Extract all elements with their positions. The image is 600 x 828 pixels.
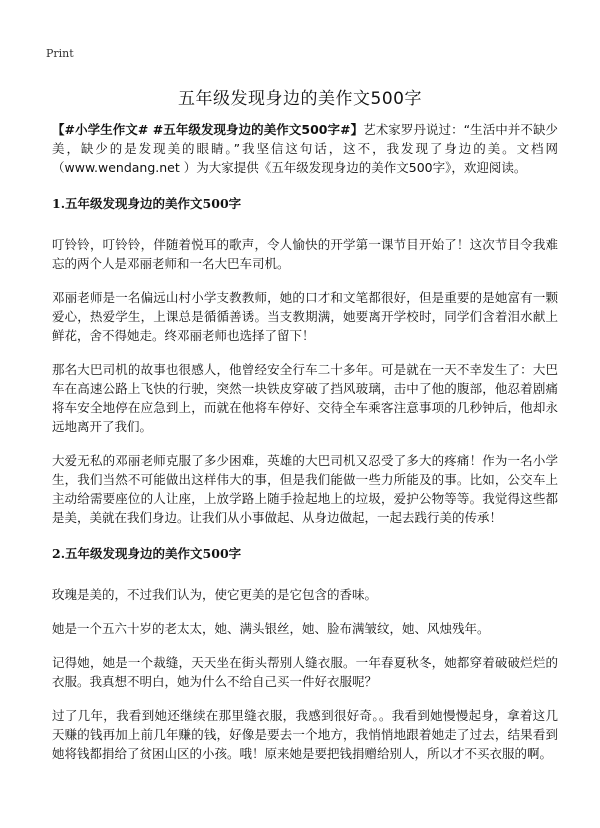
page-title: 五年级发现身边的美作文500字 — [178, 89, 422, 109]
section-2-paragraph-1: 玫瑰是美的，不过我们认为，使它更美的是它包含的香味。 — [52, 587, 378, 602]
section-heading-2: 2.五年级发现身边的美作文500字 — [52, 546, 242, 561]
section-2-paragraph-2: 她是一个五六十岁的老太太，她、满头银丝，她、脸布满皱纹，她、风烛残年。 — [52, 621, 490, 636]
article-body — [52, 120, 558, 778]
intro-text: 艺术家罗丹说过：“生活中并不缺少美，缺少的是发现美的眼睛。”我坚信这句话，这不，我发现了身边的美。文档网（www.wendang.net ）为大家提供《五年级发现身边的美作文500字》，欢迎阅读。 — [52, 122, 558, 175]
print-link[interactable]: Print — [46, 47, 74, 60]
intro-paragraph — [52, 120, 558, 177]
section-1-paragraph-2: 邓丽老师是一名偏远山村小学支教教师，她的口才和文笔都很好，但是重要的是她富有一颗爱心，热爱学生，上课总是循循善诱。当支教期满，她要离开学校时，同学们含着泪水献上鲜花，舍不得她走。终邓丽老师也选择了留下！ — [52, 290, 558, 343]
intro-tag: 【#小学生作文# #五年级发现身边的美作文500字#】 — [52, 122, 364, 137]
section-2-paragraph-3: 记得她，她是一个裁缝，天天坐在街头帮别人缝衣服。一年春夏秋冬，她都穿着破破烂烂的衣服。我真想不明白，她为什么不给自己买一件好衣服呢？ — [52, 655, 558, 689]
section-1-paragraph-1: 叮铃铃，叮铃铃，伴随着悦耳的歌声，令人愉快的开学第一课节目开始了！这次节目令我难忘的两个人是邓丽老师和一名大巴车司机。 — [52, 237, 558, 271]
section-2-paragraph-4: 过了几年，我看到她还继续在那里缝衣服，我感到很好奇。。我看到她慢慢起身，拿着这几天赚的钱再加上前几年赚的钱，好像是要去一个地方，我悄悄地跟着她走了过去，结果看到她将钱都捐给了贫困山区的小孩。哦！原来她是要把钱捐赠给别人，所以才不买衣服的啊。 — [52, 708, 558, 761]
section-heading-1: 1.五年级发现身边的美作文500字 — [52, 196, 242, 211]
section-1-paragraph-3: 那名大巴司机的故事也很感人，他曾经安全行车二十多年。可是就在一天不幸发生了：大巴车在高速公路上飞快的行驶，突然一块铁皮穿破了挡风玻璃，击中了他的腹部，他忍着剧痛将车安全地停在应急到上，而就在他将车停好、交待全车乘客注意事项的几秒钟后，他却永远地离开了我们。 — [52, 362, 558, 434]
section-1-paragraph-4: 大爱无私的邓丽老师克服了多少困难，英雄的大巴司机又忍受了多大的疼痛！作为一名小学生，我们当然不可能做出这样伟大的事，但是我们能做一些力所能及的事。比如，公交车上主动给需要座位的人让座，上放学路上随手捡起地上的垃圾，爱护公物等等。我觉得这些都是美，美就在我们身边。让我们从小事做起、从身边做起，一起去践行美的传承！ — [52, 453, 558, 525]
